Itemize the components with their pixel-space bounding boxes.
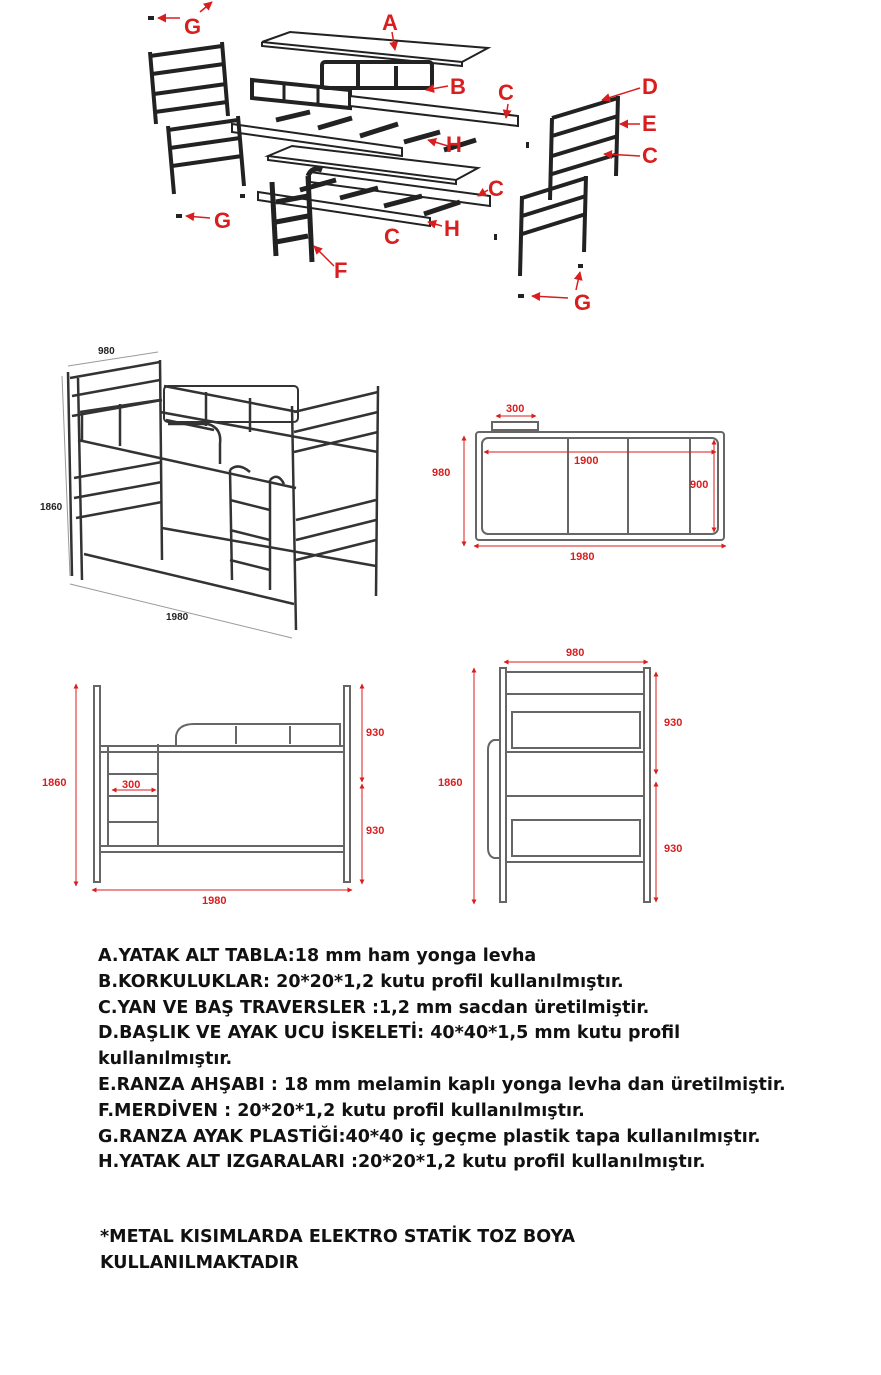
callout-c-3: C — [488, 176, 504, 201]
side-view-dims — [76, 684, 362, 890]
spec-item-h: H.YATAK ALT IZGARALARI :20*20*1,2 kutu profil kullanılmıştır. — [98, 1152, 706, 1173]
side-dim-ladder: 300 — [122, 779, 141, 791]
callout-d: D — [642, 74, 658, 99]
callout-c-1: C — [498, 80, 514, 105]
end-view-dims — [474, 662, 656, 904]
callout-g-2: G — [214, 208, 232, 233]
iso-dim-width: 980 — [98, 346, 115, 357]
top-dim-inner-length: 1900 — [574, 455, 599, 467]
iso-dim-height: 1860 — [40, 502, 63, 513]
callout-g-1: G — [184, 14, 202, 39]
spec-item-e: E.RANZA AHŞABI : 18 mm melamin kaplı yonga levha dan üretilmiştir. — [98, 1074, 786, 1095]
spec-item-g: G.RANZA AYAK PLASTİĞİ:40*40 iç geçme plastik tapa kullanılmıştır. — [98, 1126, 761, 1147]
side-dim-length: 1980 — [202, 895, 227, 907]
top-dim-guard: 300 — [506, 403, 525, 415]
top-dim-length: 1980 — [570, 551, 595, 563]
iso-dim-length: 1980 — [166, 612, 189, 623]
callout-b: B — [450, 74, 466, 99]
end-dim-height: 1860 — [438, 777, 463, 789]
right-headboard-lower — [520, 176, 586, 276]
left-headboard-upper — [150, 42, 228, 124]
exploded-view — [148, 16, 618, 298]
callout-c-4: C — [384, 224, 400, 249]
callout-h-2: H — [444, 216, 460, 241]
top-dim-width: 980 — [432, 467, 451, 479]
callout-f: F — [334, 258, 348, 283]
end-dim-upper: 930 — [664, 717, 683, 729]
callout-h-1: H — [446, 132, 462, 157]
end-dim-width: 980 — [566, 647, 585, 659]
callout-c-2: C — [642, 143, 658, 168]
callout-a: A — [382, 10, 398, 35]
callout-e: E — [642, 111, 657, 136]
spec-list — [98, 944, 858, 1176]
spec-item-d: D.BAŞLIK VE AYAK UCU İSKELETİ: 40*40*1,5 mm kutu profil kullanılmıştır. — [98, 1023, 681, 1070]
part-b-guard — [322, 62, 432, 90]
spec-item-c: C.YAN VE BAŞ TRAVERSLER :1,2 mm sacdan üretilmiştir. — [98, 997, 650, 1018]
part-b-guard-lower — [252, 80, 350, 108]
isometric-view — [68, 360, 378, 630]
side-dim-height: 1860 — [42, 777, 67, 789]
top-dim-inner-width: 900 — [690, 479, 709, 491]
side-dim-lower: 930 — [366, 825, 385, 837]
top-view-dims — [464, 416, 726, 546]
spec-item-a: A.YATAK ALT TABLA:18 mm ham yonga levha — [98, 946, 537, 966]
end-view — [488, 668, 650, 902]
powder-coat-note: *METAL KISIMLARDA ELEKTRO STATİK TOZ BOYA KULLANILMAKTADIR — [100, 1227, 576, 1273]
top-view — [476, 422, 724, 540]
spec-item-b: B.KORKULUKLAR: 20*20*1,2 kutu profil kullanılmıştır. — [98, 971, 624, 992]
spec-item-f: F.MERDİVEN : 20*20*1,2 kutu profil kullanılmıştır. — [98, 1100, 585, 1121]
callout-g-3: G — [574, 290, 592, 315]
side-dim-upper: 930 — [366, 727, 385, 739]
end-dim-lower: 930 — [664, 843, 683, 855]
